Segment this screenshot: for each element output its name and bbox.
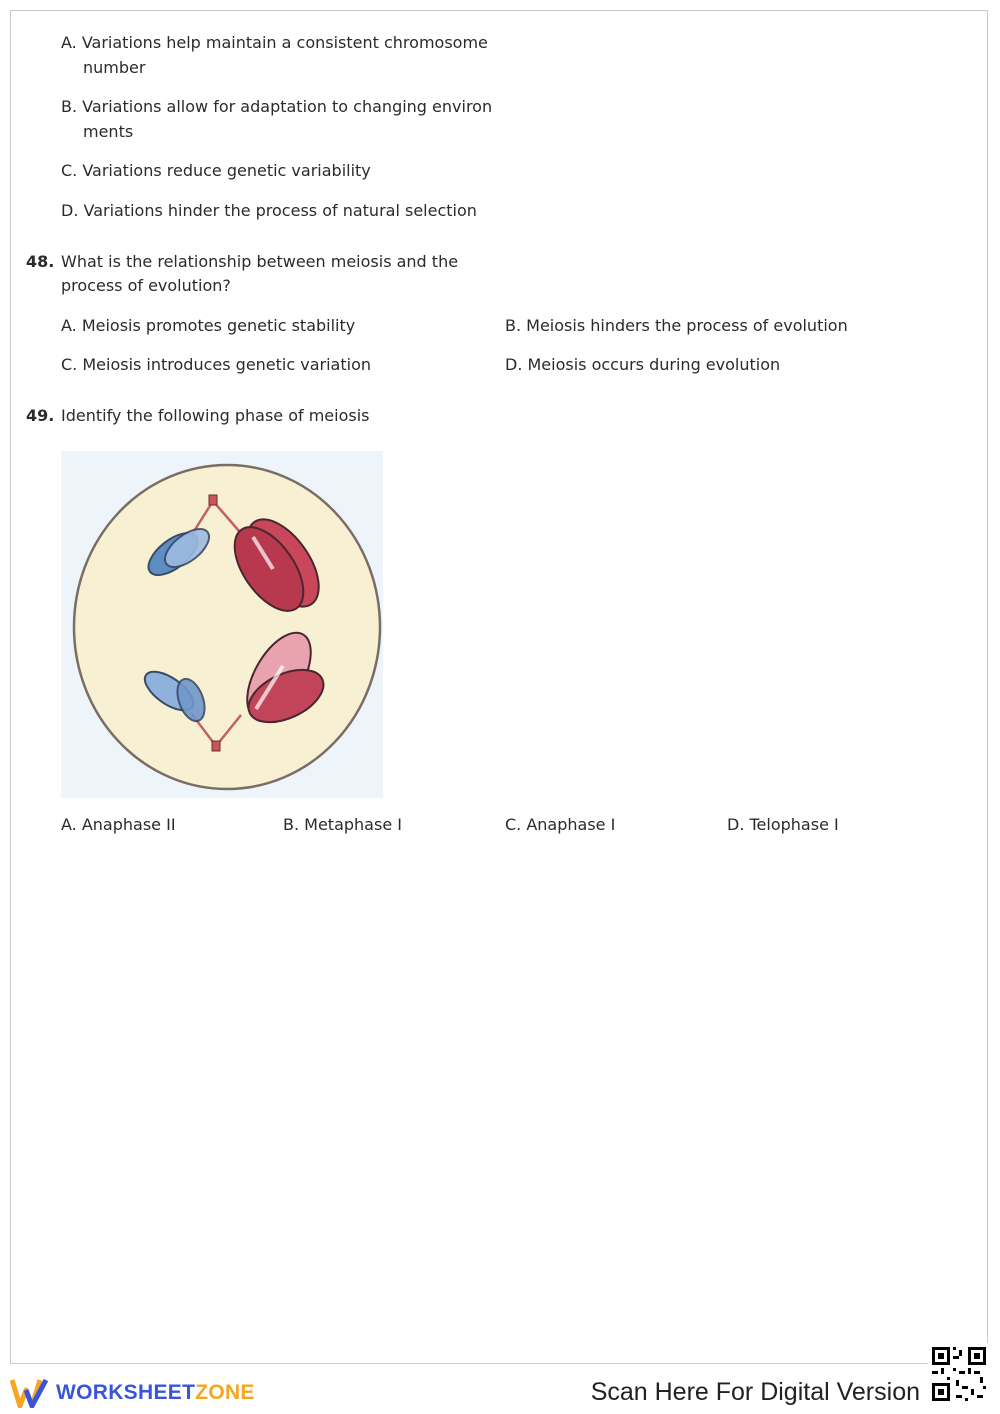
q47-option-a-line1[interactable]: A. Variations help maintain a consistent chromosome bbox=[61, 33, 488, 52]
q48-option-b[interactable]: B. Meiosis hinders the process of evolution bbox=[505, 316, 848, 335]
q48-option-c[interactable]: C. Meiosis introduces genetic variation bbox=[61, 355, 371, 374]
q49-number: 49. bbox=[26, 406, 55, 425]
scan-text: Scan Here For Digital Version bbox=[590, 1378, 920, 1406]
q48-option-a[interactable]: A. Meiosis promotes genetic stability bbox=[61, 316, 356, 335]
q48-question-line1: What is the relationship between meiosis and the bbox=[61, 252, 459, 271]
q49-option-a[interactable]: A. Anaphase II bbox=[61, 815, 176, 834]
q49-option-d[interactable]: D. Telophase I bbox=[727, 815, 839, 834]
q49-question: Identify the following phase of meiosis bbox=[61, 406, 370, 425]
qr-code-icon[interactable] bbox=[928, 1343, 990, 1405]
q49-option-b[interactable]: B. Metaphase I bbox=[283, 815, 402, 834]
q47-option-b-line2[interactable]: ments bbox=[83, 122, 134, 141]
worksheetzone-logo-icon bbox=[10, 1378, 50, 1408]
q48-number: 48. bbox=[26, 252, 55, 271]
q48-option-d[interactable]: D. Meiosis occurs during evolution bbox=[505, 355, 781, 374]
q47-option-a-line2[interactable]: number bbox=[83, 58, 146, 77]
brand-name: WORKSHEETZONE bbox=[56, 1381, 255, 1404]
q47-option-d[interactable]: D. Variations hinder the process of natural selection bbox=[61, 201, 477, 220]
q49-option-c[interactable]: C. Anaphase I bbox=[505, 815, 616, 834]
meiosis-cell-diagram bbox=[61, 451, 383, 798]
worksheetzone-logo[interactable] bbox=[10, 1376, 255, 1410]
q48-question-line2: process of evolution? bbox=[61, 276, 231, 295]
q47-option-c[interactable]: C. Variations reduce genetic variability bbox=[61, 161, 371, 180]
q47-option-b-line1[interactable]: B. Variations allow for adaptation to changing environ bbox=[61, 97, 493, 116]
